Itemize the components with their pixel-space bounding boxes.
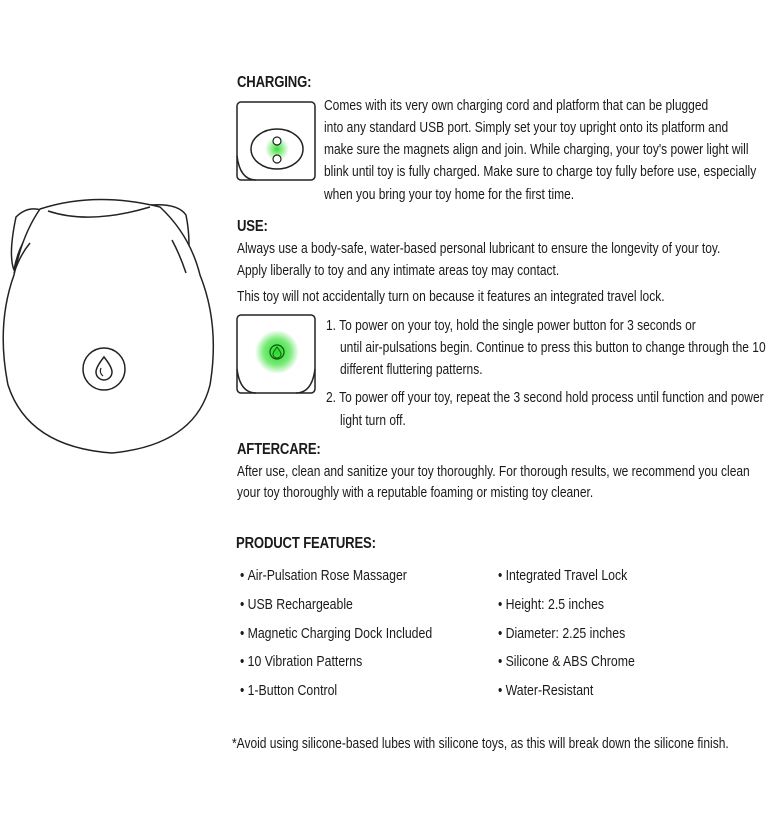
feature-item: • Height: 2.5 inches: [498, 596, 605, 613]
features-heading: PRODUCT FEATURES:: [236, 535, 376, 552]
step-1-line: until air-pulsations begin. Continue to press this button to change through the 10: [340, 339, 766, 356]
charging-line: blink until toy is fully charged. Make sure to charge toy fully before use, especially: [324, 163, 757, 180]
charging-line: into any standard USB port. Simply set your toy upright onto its platform and: [324, 119, 729, 136]
power-glow-icon: [236, 314, 316, 394]
charging-line: when you bring your toy home for the first time.: [324, 186, 575, 203]
aftercare-heading: AFTERCARE:: [237, 441, 321, 458]
use-heading: USE:: [237, 218, 268, 235]
feature-item: • 1-Button Control: [240, 682, 338, 699]
feature-item: • Integrated Travel Lock: [498, 567, 628, 584]
use-line: Apply liberally to toy and any intimate areas toy may contact.: [237, 262, 560, 279]
feature-item: • Silicone & ABS Chrome: [498, 653, 635, 670]
charging-dock-icon: [236, 101, 316, 181]
charging-line: Comes with its very own charging cord and platform that can be plugged: [324, 97, 709, 114]
feature-item: • Air-Pulsation Rose Massager: [240, 567, 407, 584]
power-button-icon: [83, 348, 125, 390]
step-1-line: different fluttering patterns.: [340, 361, 483, 378]
step-1-line: 1. To power on your toy, hold the single power button for 3 seconds or: [326, 317, 696, 334]
feature-item: • 10 Vibration Patterns: [240, 653, 363, 670]
feature-item: • Water-Resistant: [498, 682, 594, 699]
step-2-line: 2. To power off your toy, repeat the 3 second hold process until function and power: [326, 389, 764, 406]
rose-product-illustration: [0, 195, 225, 460]
aftercare-line: your toy thoroughly with a reputable foaming or misting toy cleaner.: [237, 484, 594, 501]
travel-lock-line: This toy will not accidentally turn on because it features an integrated travel lock.: [237, 288, 665, 305]
aftercare-line: After use, clean and sanitize your toy thoroughly. For thorough results, we recommend you clean: [237, 463, 750, 480]
use-line: Always use a body-safe, water-based personal lubricant to ensure the longevity of your toy.: [237, 240, 721, 257]
charging-line: make sure the magnets align and join. While charging, your toy's power light will: [324, 141, 749, 158]
step-2-line: light turn off.: [340, 412, 406, 429]
feature-item: • Diameter: 2.25 inches: [498, 625, 626, 642]
footnote: *Avoid using silicone-based lubes with silicone toys, as this will break down the silicone finish.: [232, 735, 729, 752]
feature-item: • USB Rechargeable: [240, 596, 353, 613]
feature-item: • Magnetic Charging Dock Included: [240, 625, 433, 642]
charging-heading: CHARGING:: [237, 74, 312, 91]
